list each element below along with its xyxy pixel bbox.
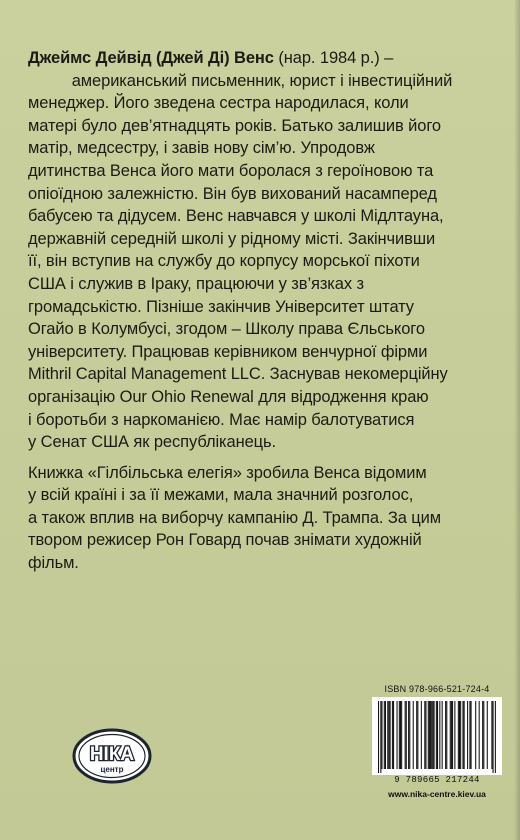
- bio-line-9: її, він вступив на службу до корпусу морської піхоти: [28, 252, 420, 271]
- bio-line-3: матері було дев’ятнадцять років. Батько залишив його: [28, 116, 441, 135]
- barcode-bar: [390, 701, 391, 769]
- logo-word: НІКА: [89, 744, 135, 765]
- bio-line-11: громадськістю. Пізніше закінчив Університет штату: [28, 297, 414, 316]
- barcode-bar: [450, 701, 451, 769]
- logo-sub: центр: [100, 765, 124, 774]
- nika-logo-graphic: [72, 726, 152, 784]
- barcode-bar: [445, 701, 446, 769]
- note-line-4: фільм.: [28, 554, 79, 573]
- barcode-bar: [439, 701, 440, 769]
- bio-line-4: матір, медсестру, і завів нову сім’ю. Упродовж: [28, 139, 375, 158]
- barcode-bar: [495, 701, 496, 773]
- bio-line-10: США і служив в Іраку, працюючи у зв’язках з: [28, 274, 364, 293]
- annotation-text: [28, 47, 496, 583]
- barcode-bar: [380, 701, 381, 773]
- cover-edge-shadow: [514, 0, 520, 840]
- barcode-bar: [397, 701, 398, 769]
- barcode-bar: [430, 701, 431, 769]
- bio-line-13: університету. Працював керівником венчурної фірми: [28, 342, 428, 361]
- barcode-bar: [385, 701, 386, 769]
- barcode-bar: [409, 701, 410, 769]
- bio-line-0: [28, 47, 496, 70]
- barcode-bar: [493, 701, 494, 773]
- barcode-bar: [413, 701, 414, 769]
- note-line-2: а також вплив на виборчу кампанію Д. Трампа. За цим: [28, 508, 442, 527]
- barcode-bar: [401, 701, 402, 769]
- bio-line-12: Огайо в Колумбусі, згодом – Школу права Єльського: [28, 320, 425, 339]
- barcode-bar: [436, 701, 437, 769]
- bio-line-0-rest: (нар. 1984 р.) –: [273, 49, 394, 67]
- bio-line-5: дитинства Венса його мати боролася з героїновою та: [28, 161, 434, 180]
- barcode-bars: [372, 697, 502, 775]
- bio-line-16: і боротьби з наркоманією. Має намір балотуватися: [28, 410, 415, 429]
- barcode-bar: [487, 701, 488, 769]
- barcode-bar: [425, 701, 426, 769]
- barcode-bar: [432, 701, 433, 769]
- bio-line-14: Mithril Capital Management LLC. Заснував некомерційну: [28, 365, 448, 384]
- barcode-bar: [491, 701, 492, 769]
- bio-line-2: менеджер. Його зведена сестра народилася, коли: [28, 94, 409, 113]
- barcode-bar: [405, 701, 406, 769]
- barcode-bar: [417, 701, 418, 769]
- barcode-bar: [388, 701, 389, 769]
- bio-line-7: бабусею та дідусем. Венс навчався у школі Мідлтауна,: [28, 207, 444, 226]
- barcode-bar: [406, 701, 407, 769]
- note-line-3: твором режисер Рон Говард почав знімати художній: [28, 531, 422, 550]
- barcode-bar: [421, 701, 422, 769]
- isbn-label: ISBN 978-966-521-724-4: [384, 684, 490, 694]
- barcode-bar: [429, 701, 430, 769]
- barcode-bar: [452, 701, 453, 769]
- barcode-bar: [458, 701, 459, 769]
- publisher-website: www.nika-centre.kiev.ua: [388, 789, 486, 799]
- barcode-bar: [446, 701, 447, 769]
- bio-line-8: державній середній школі у рідному місті. Закінчивши: [28, 229, 436, 248]
- bio-line-17: у Сенат США як республіканець.: [28, 433, 277, 452]
- barcode-bar: [434, 701, 435, 769]
- barcode-bar: [442, 701, 443, 769]
- barcode-bar: [482, 701, 483, 769]
- barcode-bar: [437, 701, 438, 769]
- bio-line-6: опіоїдною залежністю. Він був вихований насамперед: [28, 184, 437, 203]
- barcode-bar: [462, 701, 463, 769]
- barcode-bar: [387, 701, 388, 769]
- barcode-bar: [454, 701, 455, 769]
- barcode-bar: [428, 701, 429, 769]
- barcode-digits: 9 789665 217244: [394, 775, 480, 785]
- barcode-block: [370, 683, 504, 803]
- barcode-bar: [381, 701, 382, 769]
- barcode-bar: [459, 701, 460, 769]
- note-line-1: у всій країні і за її межами, мала значний розголос,: [28, 486, 414, 505]
- barcode-bar: [431, 701, 432, 769]
- barcode-panel: [372, 697, 502, 775]
- barcode-bar: [467, 701, 468, 769]
- barcode-bar: [460, 701, 461, 769]
- bio-line-1: американський письменник, юрист і інвестиційний: [71, 71, 453, 90]
- barcode-bar: [424, 701, 425, 769]
- barcode-bar: [416, 701, 417, 769]
- author-bio-paragraph: [28, 47, 496, 454]
- barcode-bar: [392, 701, 393, 769]
- barcode-bar: [400, 701, 401, 769]
- barcode-bar: [475, 701, 476, 769]
- note-line-0: Книжка «Гілбільська елегія» зробила Венса відомим: [28, 463, 427, 482]
- bio-line-15: організацію Our Ohio Renewal для відродження краю: [28, 387, 429, 406]
- author-name: Джеймс Дейвід (Джей Ді) Венс: [28, 49, 274, 67]
- barcode-bar: [451, 701, 452, 769]
- barcode-bar: [408, 701, 409, 769]
- barcode-bar: [483, 701, 484, 769]
- barcode-bar: [464, 701, 465, 769]
- book-note-paragraph: [28, 462, 496, 575]
- barcode-bar: [471, 701, 472, 769]
- barcode-bar: [384, 701, 385, 769]
- barcode-bar: [393, 701, 394, 769]
- publisher-logo: [72, 726, 152, 784]
- barcode-bar: [469, 701, 470, 769]
- barcode-bar: [399, 701, 400, 769]
- barcode-bar: [479, 701, 480, 769]
- barcode-bar: [378, 701, 379, 773]
